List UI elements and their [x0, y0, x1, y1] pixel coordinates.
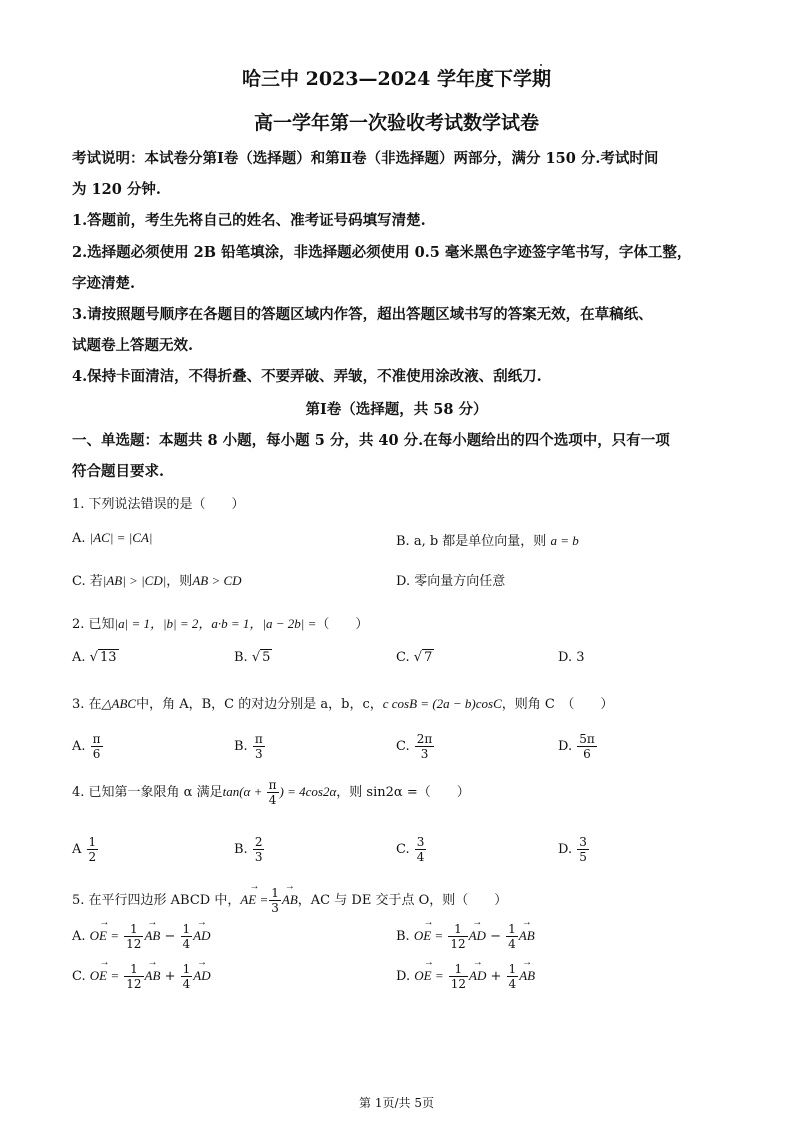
- q3-option-a-fraction: [91, 732, 103, 761]
- q3-option-a-label: A.: [72, 739, 86, 754]
- sqrt-symbol: √: [89, 650, 98, 665]
- q4-option-a-num: 1: [88, 835, 97, 849]
- q4-stem-pre: 4. 已知第一象限角 α 满足: [72, 785, 223, 800]
- q5-option-a-frac2-num: 1: [182, 922, 191, 936]
- q1-option-c-post: ，则: [166, 574, 193, 589]
- q3-option-b-num: π: [254, 732, 263, 746]
- q2-option-b: [234, 650, 272, 665]
- q4-option-d-label: D.: [558, 842, 573, 857]
- q5-option-a-frac1-den: 12: [126, 937, 142, 951]
- q2-stem-post: （ ）: [316, 617, 369, 632]
- q4-option-c-label: C.: [396, 842, 410, 857]
- q2-option-a-value: 13: [99, 650, 117, 665]
- q4-stem-post: ，则 sin2α =（ ）: [336, 785, 470, 800]
- q3-stem-equation: c cosB = (2a − b)cosC: [382, 696, 502, 711]
- q3-stem-mid: 中，角 A，B，C 的对边分别是 a，b，c，: [136, 697, 383, 712]
- q3-stem-pre: 3. 在: [72, 697, 102, 712]
- q5-option-a: [72, 922, 211, 951]
- q4-stem-fraction: [267, 778, 279, 807]
- q3-option-d-label: D.: [558, 739, 573, 754]
- q2-stem-math: |a| = 1，|b| = 2，a·b = 1，|a − 2b| =: [114, 616, 317, 631]
- q3-option-b-den: 3: [254, 747, 263, 761]
- q2-option-d: [558, 650, 585, 665]
- q3-option-a-den: 6: [92, 747, 101, 761]
- q5-stem-pre: 5. 在平行四边形 ABCD 中，: [72, 893, 241, 908]
- q4-option-c-den: 4: [416, 850, 425, 864]
- q5-stem: [72, 886, 507, 915]
- q4-option-b: [234, 835, 265, 864]
- q5-option-b-frac1-den: 12: [450, 937, 466, 951]
- q2-option-d-label: D.: [558, 650, 573, 665]
- q3-stem-triangle: △ABC: [101, 696, 137, 711]
- q1-option-d-text: 零向量方向任意: [414, 574, 506, 589]
- q2-option-a: [72, 650, 119, 665]
- q5-option-d-frac2-num: 1: [508, 962, 517, 976]
- q1-option-c-cond: |AB| > |CD|: [102, 573, 167, 588]
- q3-option-d: [558, 732, 598, 761]
- q1-stem: 1. 下列说法错误的是（ ）: [72, 497, 245, 512]
- page-footer: 第 1页/共 5页: [359, 1096, 434, 1110]
- q5-option-a-frac2-den: 4: [182, 937, 191, 951]
- q4-option-b-fraction: [253, 835, 265, 864]
- q4-option-b-label: B.: [234, 842, 248, 857]
- q5-option-b-frac2-den: 4: [508, 937, 516, 951]
- q5-option-d-lhs: → OE =: [414, 968, 443, 984]
- q5-option-b-operator: −: [490, 929, 501, 944]
- q3-option-b: [234, 732, 266, 761]
- q3-option-d-num: 5π: [579, 732, 595, 746]
- exam-title: 高一学年第一次验收考试数学试卷: [253, 112, 539, 134]
- q3-option-d-den: 6: [583, 747, 591, 761]
- q5-option-a-lhs: → OE =: [90, 928, 119, 944]
- instructions-intro-1: 考试说明：本试卷分第Ⅰ卷（选择题）和第Ⅱ卷（非选择题）两部分，满分 150 分.考试时间: [72, 150, 659, 167]
- q4-option-c: [396, 835, 427, 864]
- q5-option-d-frac2: [507, 962, 519, 991]
- q5-option-d-frac1-num: 1: [449, 962, 468, 977]
- q5-option-c-frac2-den: 4: [182, 977, 191, 991]
- q5-option-b-frac1: [448, 922, 467, 951]
- q5-option-a-vec2: → AD: [193, 928, 210, 944]
- q2-option-a-label: A.: [72, 650, 86, 665]
- q1-option-b: [396, 530, 579, 549]
- instruction-rule-3a: 3.请按照题号顺序在各题目的答题区域内作答，超出答题区域书写的答案无效，在草稿纸、: [72, 306, 653, 323]
- q3-option-c-den: 3: [420, 747, 429, 761]
- q5-option-c-vec1: → AB: [145, 968, 161, 984]
- q3-option-a: [72, 732, 104, 761]
- q5-option-c-label: C.: [72, 969, 86, 984]
- q1-option-c-label: C.: [72, 574, 86, 589]
- q1-option-c-conclusion: AB > CD: [192, 573, 242, 588]
- q5-option-d-vec1: → AD: [469, 968, 486, 984]
- q4-stem-fraction-den: 4: [268, 793, 277, 807]
- q5-option-a-frac1: [124, 922, 143, 951]
- q3-option-b-fraction: [253, 732, 265, 761]
- part1-title: 第Ⅰ卷（选择题，共 58 分）: [305, 401, 488, 418]
- instruction-rule-2b: 字迹清楚.: [72, 275, 136, 292]
- q5-option-c-frac1: [124, 962, 143, 991]
- sqrt-symbol: √: [413, 650, 423, 665]
- q5-option-b-vec2: → AB: [519, 928, 535, 944]
- q1-option-a-text: |AC| = |CA|: [89, 530, 153, 545]
- q2-option-b-label: B.: [234, 650, 248, 665]
- q1-option-b-label: B.: [396, 534, 410, 549]
- q5-stem-post: ，AC 与 DE 交于点 O，则（ ）: [297, 893, 508, 908]
- q5-option-c: [72, 962, 211, 991]
- q1-option-a-label: A.: [72, 531, 86, 546]
- q5-option-d-frac1-den: 12: [450, 977, 467, 991]
- q4-stem-fraction-num: π: [268, 778, 277, 792]
- q5-option-d-frac1: [449, 962, 468, 991]
- q1-option-b-eq: a = b: [550, 533, 579, 548]
- q5-option-c-frac1-den: 12: [126, 977, 142, 991]
- q2-stem-pre: 2. 已知: [72, 617, 115, 632]
- q3-option-a-num: π: [92, 732, 101, 746]
- instruction-rule-3b: 试题卷上答题无效.: [72, 337, 194, 354]
- q5-option-c-frac2: [181, 962, 193, 991]
- q5-stem-fraction-num: 1: [271, 886, 279, 900]
- instructions-intro-2: 为 120 分钟.: [72, 181, 161, 198]
- q3-option-b-label: B.: [234, 739, 248, 754]
- q5-option-d-label: D.: [396, 969, 411, 984]
- q5-stem-ab: → AB: [282, 892, 298, 908]
- q5-option-a-vec1: → AB: [144, 928, 160, 944]
- q4-stem-tan: tan(α +: [222, 784, 266, 799]
- q2-option-d-value: 3: [576, 650, 585, 665]
- q5-option-d-vec2: → AB: [519, 968, 535, 984]
- q5-option-c-frac2-num: 1: [182, 962, 191, 976]
- section-heading-1: 一、单选题：本题共 8 小题，每小题 5 分，共 40 分.在每小题给出的四个选项中，只有一项: [72, 432, 670, 449]
- q3-option-c-num: 2π: [416, 732, 433, 746]
- q1-option-c-pre: 若: [89, 574, 103, 589]
- q1-option-d-label: D.: [396, 574, 411, 589]
- q5-stem-fraction-den: 3: [271, 901, 279, 915]
- instruction-rule-1: 1.答题前，考生先将自己的姓名、准考证号码填写清楚.: [72, 212, 426, 229]
- section-heading-2: 符合题目要求.: [72, 463, 165, 480]
- q2-option-c-value: 7: [424, 650, 433, 665]
- q5-option-a-frac2: [181, 922, 193, 951]
- q1-option-a: [72, 530, 152, 546]
- q1-option-d: [396, 570, 505, 589]
- q4-option-d-den: 5: [579, 850, 587, 864]
- q4-option-d-fraction: [577, 835, 589, 864]
- q5-option-d-frac2-den: 4: [508, 977, 517, 991]
- instruction-rule-4: 4.保持卡面清洁，不得折叠、不要弄破、弄皱，不准使用涂改液、刮纸刀.: [72, 368, 542, 385]
- q3-option-c-label: C.: [396, 739, 410, 754]
- q5-option-c-vec2: → AD: [193, 968, 210, 984]
- q4-option-c-num: 3: [416, 835, 425, 849]
- exam-header-line1: 哈三中 2023—2024 学年度下学期: [242, 68, 551, 90]
- q1-option-c: [72, 570, 242, 589]
- q5-option-b-lhs: → OE =: [414, 928, 443, 944]
- q4-option-a-label: A: [72, 842, 82, 857]
- q5-option-d-operator: +: [490, 969, 502, 984]
- q5-option-c-lhs: → OE =: [90, 968, 119, 984]
- q4-option-d-num: 3: [579, 835, 587, 849]
- q3-stem: [72, 693, 613, 712]
- q2-stem: [72, 613, 368, 632]
- q2-option-c-label: C.: [396, 650, 410, 665]
- q4-option-a-fraction: [87, 835, 99, 864]
- q4-option-b-num: 2: [254, 835, 263, 849]
- q3-option-c-fraction: [415, 732, 435, 761]
- q5-option-a-label: A.: [72, 929, 86, 944]
- q5-option-c-operator: +: [164, 969, 176, 984]
- q5-option-b-label: B.: [396, 929, 410, 944]
- q4-option-b-den: 3: [254, 850, 263, 864]
- q5-option-b-vec1: → AD: [469, 928, 486, 944]
- q4-stem: [72, 778, 470, 807]
- q3-option-c: [396, 732, 435, 761]
- q4-option-d: [558, 835, 590, 864]
- q2-option-b-value: 5: [262, 650, 271, 665]
- q5-option-b-frac2-num: 1: [508, 922, 516, 936]
- q5-option-c-frac1-num: 1: [124, 962, 143, 977]
- q5-option-a-frac1-num: 1: [124, 922, 143, 937]
- instruction-rule-2a: 2.选择题必须使用 2B 铅笔填涂，非选择题必须使用 0.5 毫米黑色字迹签字笔书写，字体工整，: [72, 244, 692, 261]
- q4-option-a: [72, 835, 99, 864]
- q1-option-b-text: a, b 都是单位向量，则: [413, 534, 551, 549]
- q3-option-d-fraction: [577, 732, 597, 761]
- q4-option-a-den: 2: [88, 850, 97, 864]
- sqrt-symbol: √: [251, 650, 261, 665]
- q5-option-d: [396, 962, 535, 991]
- q5-stem-ae: → AE =: [240, 892, 268, 908]
- q5-option-a-operator: −: [164, 929, 176, 944]
- q5-option-b-frac1-num: 1: [448, 922, 467, 937]
- q3-stem-post: ，则角 C （ ）: [501, 697, 614, 712]
- q5-option-b-frac2: [506, 922, 518, 951]
- q5-option-b: [396, 922, 535, 951]
- q4-stem-rhs: ) = 4cos2α: [279, 784, 337, 799]
- q5-stem-fraction: [269, 886, 281, 915]
- q4-option-c-fraction: [415, 835, 427, 864]
- q2-option-c: [396, 650, 434, 665]
